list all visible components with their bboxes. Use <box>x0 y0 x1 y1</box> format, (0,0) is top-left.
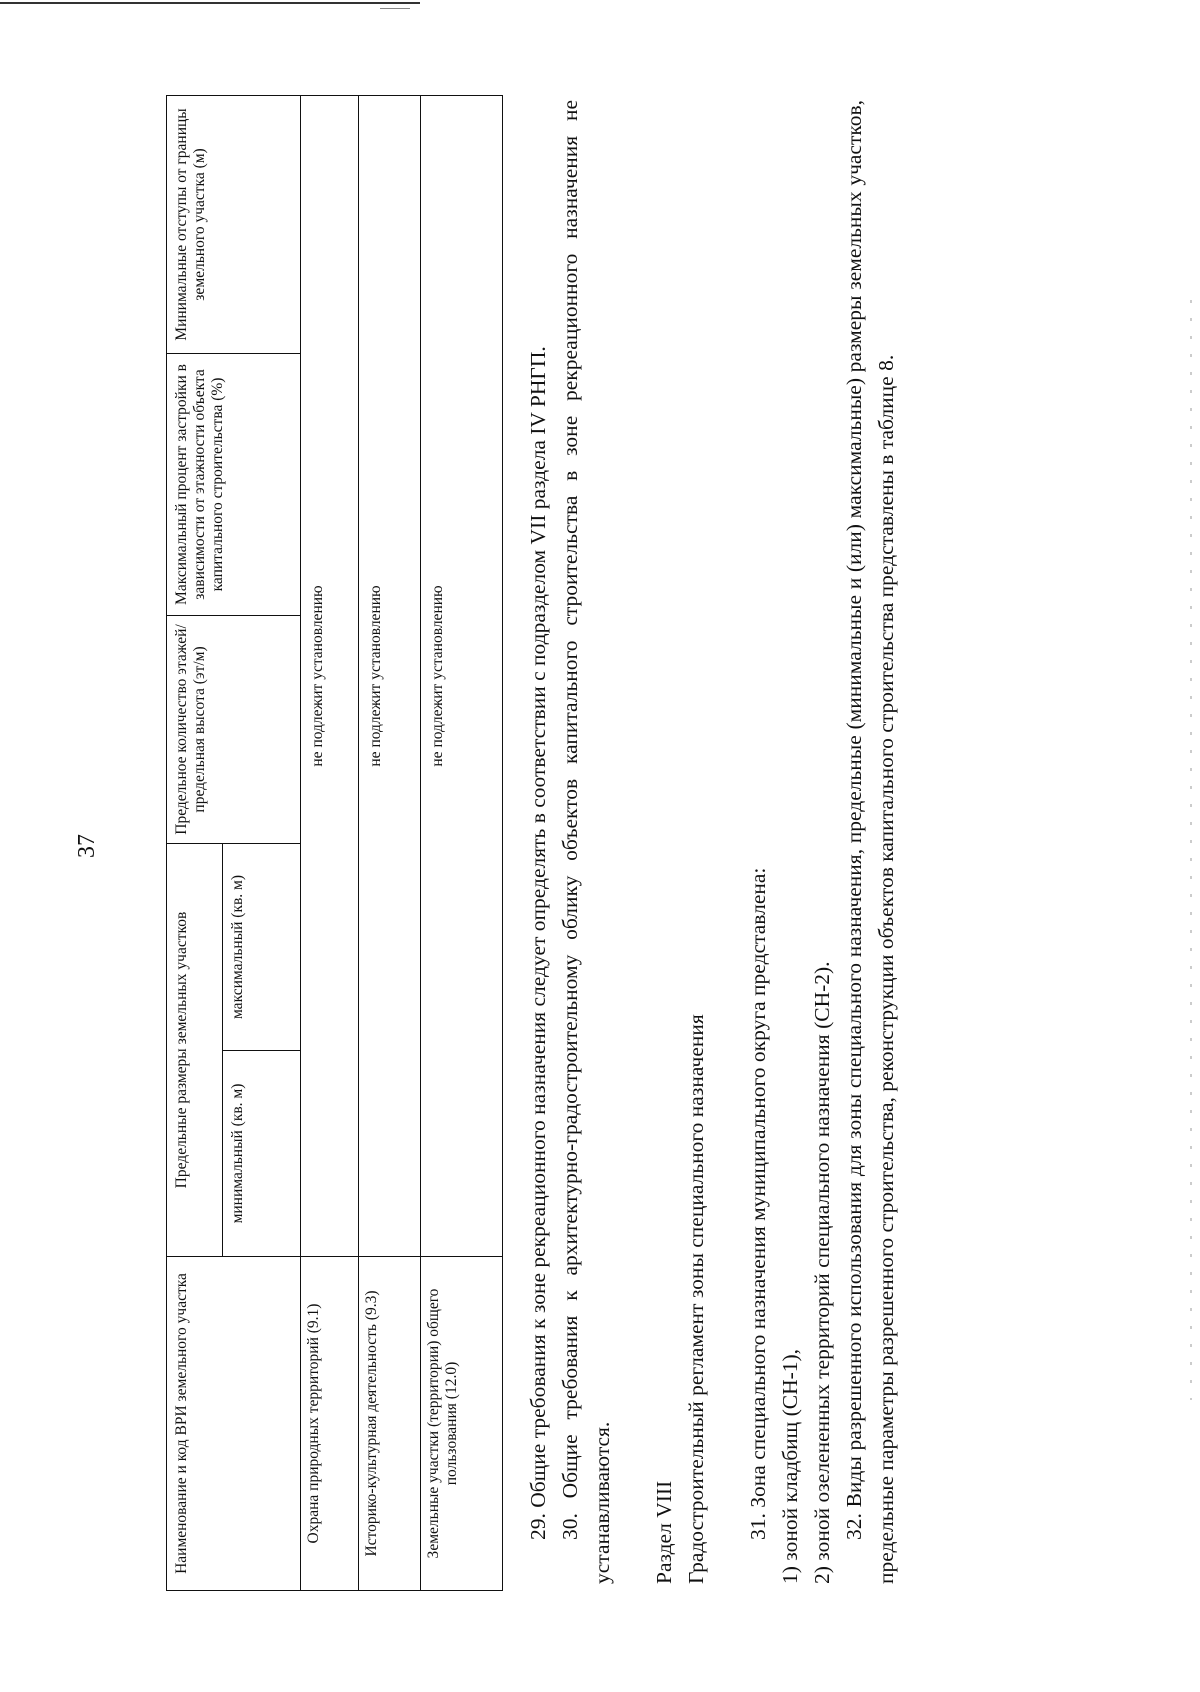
header-sizes: Предельные размеры земельных участков <box>167 843 223 1256</box>
header-name: Наименование и код ВРИ земельного участка <box>167 1257 301 1591</box>
row-name: Охрана природных территорий (9.1) <box>301 1257 359 1591</box>
row-value: не подлежит установлению <box>421 95 503 1256</box>
table-row <box>301 95 359 1590</box>
section-subtitle: Градостроительный регламент зоны специального назначения <box>684 1014 708 1584</box>
table-row <box>421 95 503 1590</box>
table-row <box>359 95 421 1590</box>
paragraph-32: 32. Виды разрешенного использования для зоны специального назначения, предельные (минимальные и (или) максимальные) размеры земельных участков, предельные параметры разрешенного строительства, реконструкции объектов капитального строительства представлены в таблице 8. <box>842 100 898 1584</box>
body-text <box>522 100 902 1584</box>
header-floors: Предельное количество этажей/ предельная высота (эт/м) <box>167 615 301 843</box>
list-item-31-1: 1) зоной кладбищ (СН-1), <box>778 1348 802 1584</box>
row-name: Земельные участки (территории) общего пользования (12.0) <box>421 1257 503 1591</box>
page-number: 37 <box>74 834 100 858</box>
paragraph-31: 31. Зона специального назначения муниципального округа представлена: <box>746 867 770 1540</box>
header-coverage: Максимальный процент застройки в зависимости от этажности объекта капитального строительства (%) <box>167 353 301 615</box>
table-header-row <box>167 95 223 1590</box>
header-min-size: минимальный (кв. м) <box>223 1051 301 1257</box>
row-value: не подлежит установлению <box>301 95 359 1256</box>
row-value: не подлежит установлению <box>359 95 421 1256</box>
header-max-size: максимальный (кв. м) <box>223 843 301 1050</box>
row-name: Историко-культурная деятельность (9.3) <box>359 1257 421 1591</box>
header-setbacks: Минимальные отступы от границы земельного участка (м) <box>167 95 301 353</box>
section-title: Раздел VIII <box>652 1480 676 1584</box>
parameters-table <box>166 95 503 1591</box>
list-item-31-2: 2) зоной озелененных территорий специального назначения (СН-2). <box>810 961 834 1584</box>
paragraph-30: 30. Общие требования к архитектурно-градостроительному облику объектов капитального строительства в зоне рекреационного назначения не устанавливаются. <box>558 100 614 1584</box>
paragraph-29: 29. Общие требования к зоне рекреационного назначения следует определять в соответствии с подразделом VII раздела IV РНГП. <box>526 346 550 1540</box>
